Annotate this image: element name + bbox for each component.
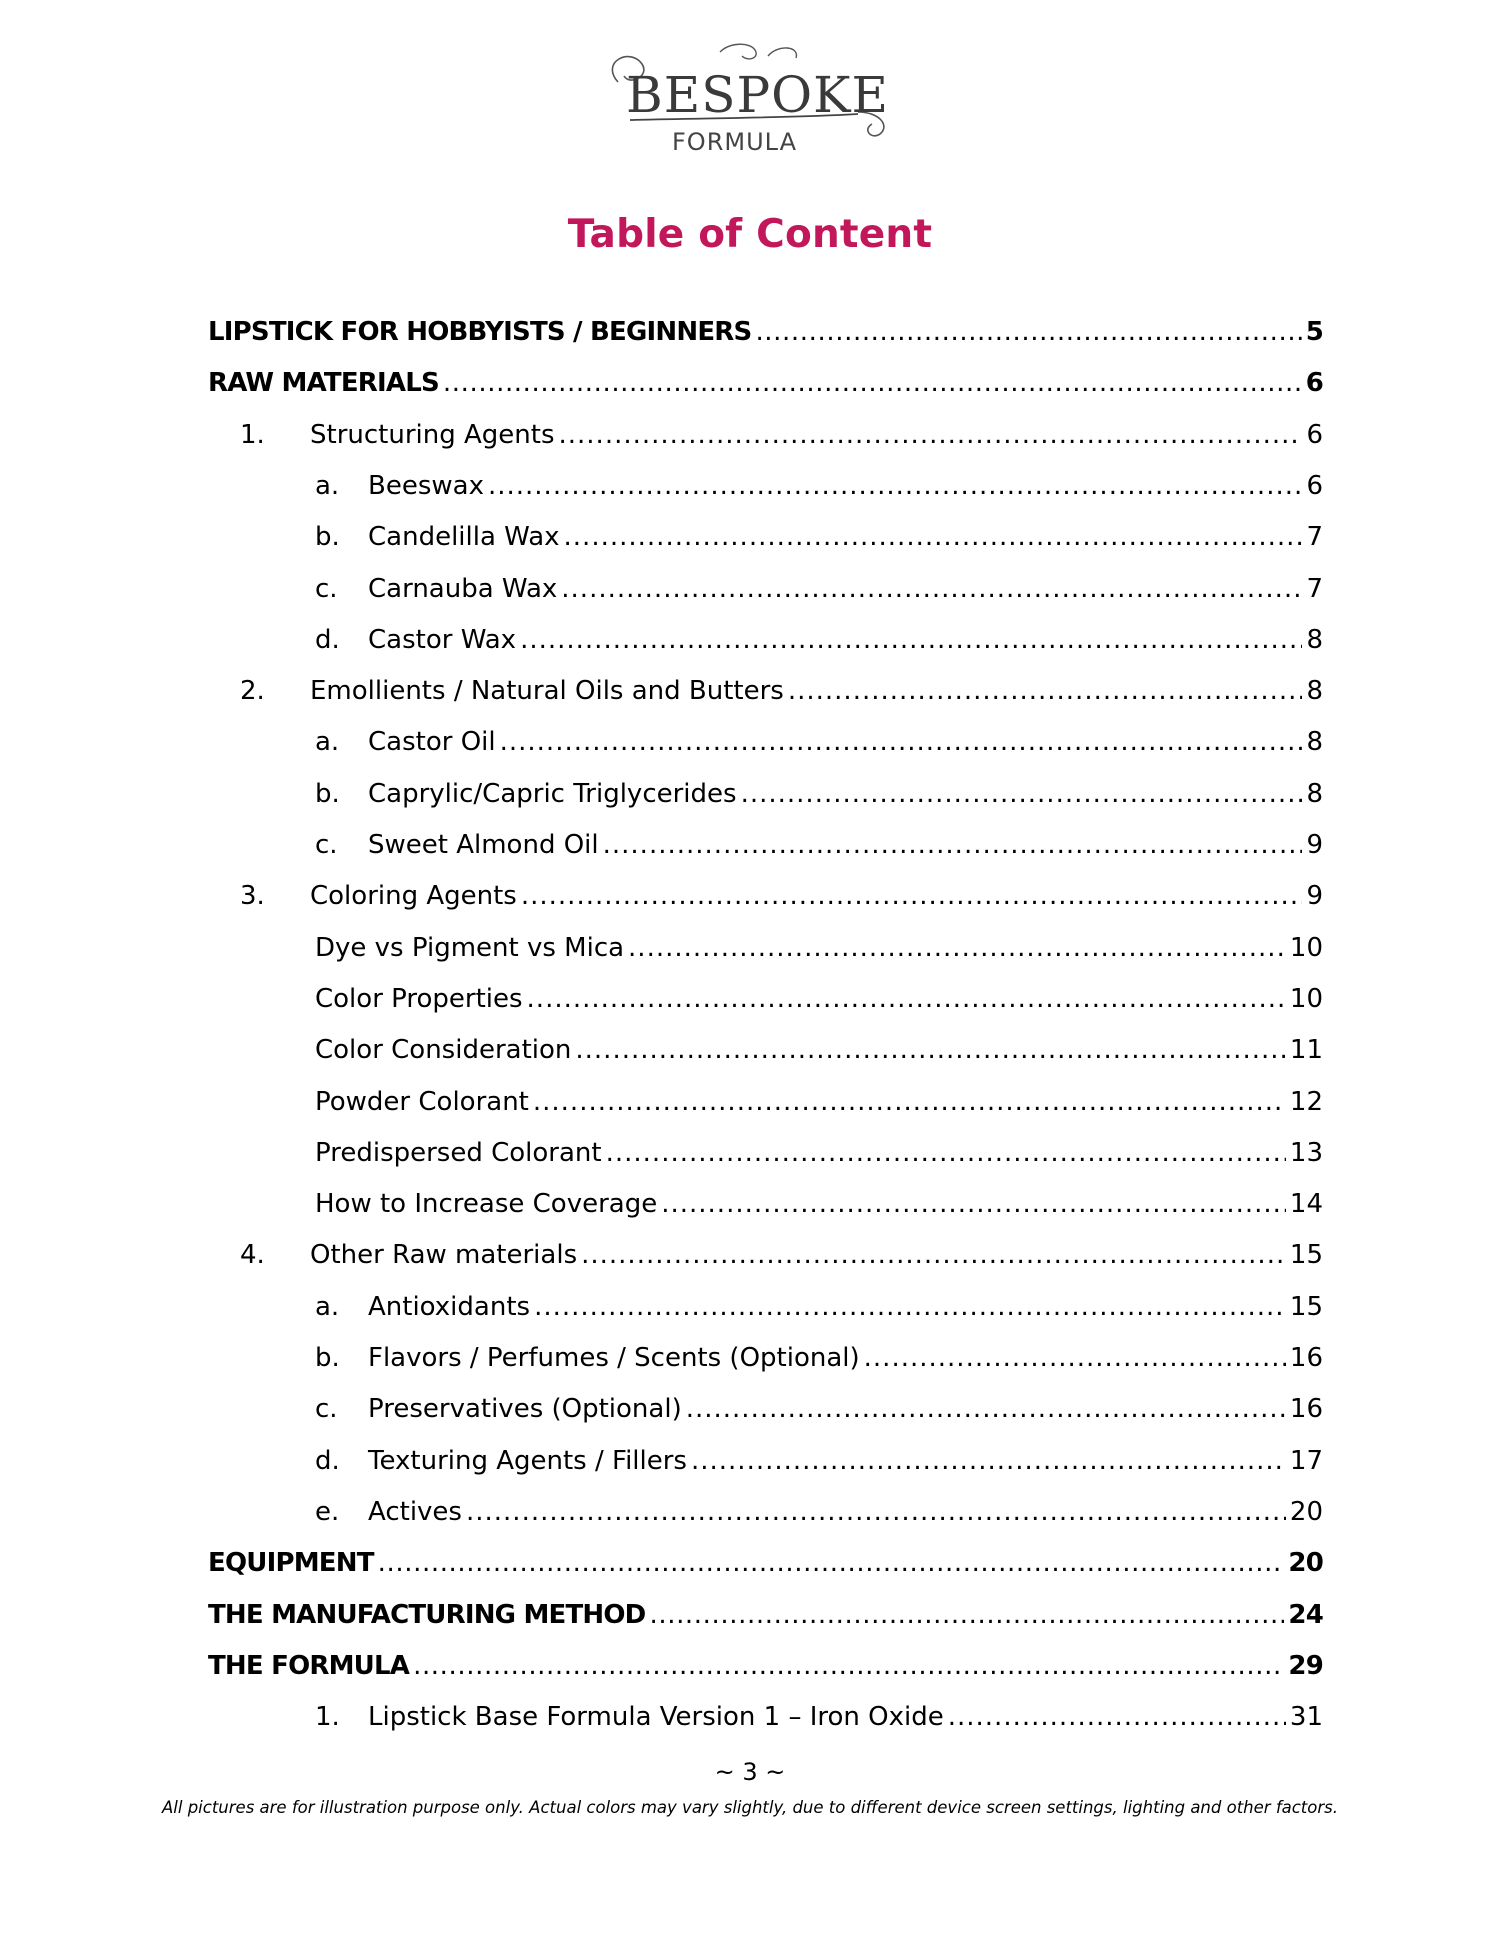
toc-entry[interactable] — [315, 774, 1323, 814]
toc-entry[interactable] — [315, 1184, 1323, 1224]
toc-entry-number: a. — [315, 1292, 340, 1322]
toc-dot-leader — [564, 517, 1303, 557]
toc-entry-label: Lipstick Base Formula Version 1 – Iron Oxide — [368, 1702, 944, 1732]
toc-entry-page: 8 — [1306, 779, 1323, 809]
toc-entry-page: 7 — [1306, 522, 1323, 552]
toc-entry-number: c. — [315, 830, 338, 860]
toc-entry-page: 15 — [1289, 1292, 1323, 1322]
toc-entry[interactable] — [240, 1235, 1323, 1275]
toc-dot-leader — [649, 1595, 1284, 1635]
toc-entry-page: 17 — [1289, 1446, 1323, 1476]
toc-entry-number: d. — [315, 625, 340, 655]
toc-dot-leader — [948, 1697, 1286, 1737]
toc-entry[interactable] — [315, 1389, 1323, 1429]
toc-entry-label: Emollients / Natural Oils and Butters — [310, 676, 784, 706]
page-title: Table of Content — [567, 212, 933, 257]
toc-entry-page: 6 — [1305, 368, 1323, 398]
toc-entry[interactable] — [315, 1133, 1323, 1173]
toc-entry-label: Actives — [368, 1497, 462, 1527]
toc-entry-label: RAW MATERIALS — [208, 368, 439, 398]
toc-dot-leader — [686, 1389, 1286, 1429]
toc-entry-page: 8 — [1306, 727, 1323, 757]
logo-text-top: BESPOKE — [626, 66, 889, 124]
toc-entry-number: 1. — [240, 420, 265, 450]
toc-entry[interactable] — [315, 1441, 1323, 1481]
disclaimer-text: All pictures are for illustration purpose only. Actual colors may vary slightly, due to different device screen settings, lighting and other factors. — [162, 1798, 1338, 1817]
toc-entry-label: Sweet Almond Oil — [368, 830, 599, 860]
toc-entry-page: 7 — [1306, 574, 1323, 604]
toc-dot-leader — [628, 928, 1286, 968]
toc-entry-page: 8 — [1306, 625, 1323, 655]
toc-dot-leader — [606, 1133, 1286, 1173]
toc-entry-page: 8 — [1306, 676, 1323, 706]
toc-entry-page: 6 — [1306, 420, 1323, 450]
toc-entry-label: Color Consideration — [315, 1035, 572, 1065]
toc-entry-label: Castor Oil — [368, 727, 496, 757]
toc-dot-leader — [603, 825, 1303, 865]
toc-entry-page: 11 — [1289, 1035, 1323, 1065]
toc-entry-label: Candelilla Wax — [368, 522, 560, 552]
toc-entry-label: Antioxidants — [368, 1292, 531, 1322]
toc-entry[interactable] — [315, 517, 1323, 557]
page-number: ~ 3 ~ — [714, 1758, 786, 1786]
toc-entry[interactable] — [208, 1543, 1323, 1583]
toc-entry-label: Preservatives (Optional) — [368, 1394, 682, 1424]
toc-entry[interactable] — [315, 825, 1323, 865]
toc-dot-leader — [575, 1030, 1286, 1070]
toc-entry[interactable] — [315, 1287, 1323, 1327]
toc-entry-label: LIPSTICK FOR HOBBYISTS / BEGINNERS — [208, 317, 752, 347]
toc-dot-leader — [520, 620, 1302, 660]
toc-entry-number: d. — [315, 1446, 340, 1476]
toc-entry-page: 10 — [1289, 933, 1323, 963]
toc-entry[interactable] — [240, 876, 1323, 916]
toc-entry-page: 5 — [1305, 317, 1323, 347]
toc-entry[interactable] — [315, 569, 1323, 609]
toc-dot-leader — [443, 363, 1302, 403]
toc-entry-label: Color Properties — [315, 984, 523, 1014]
toc-entry-number: b. — [315, 522, 340, 552]
toc-dot-leader — [788, 671, 1303, 711]
toc-entry[interactable] — [208, 1595, 1323, 1635]
toc-entry-label: Flavors / Perfumes / Scents (Optional) — [368, 1343, 860, 1373]
toc-dot-leader — [755, 312, 1301, 352]
toc-entry-number: 2. — [240, 676, 265, 706]
toc-entry[interactable] — [315, 979, 1323, 1019]
toc-entry-label: THE MANUFACTURING METHOD — [208, 1600, 646, 1630]
logo-mark-icon — [590, 42, 910, 162]
toc-entry-page: 15 — [1289, 1240, 1323, 1270]
toc-entry[interactable] — [315, 1338, 1323, 1378]
toc-entry-page: 9 — [1306, 881, 1323, 911]
toc-dot-leader — [561, 569, 1302, 609]
toc-entry[interactable] — [240, 415, 1323, 455]
toc-entry[interactable] — [315, 1030, 1323, 1070]
toc-entry-label: Castor Wax — [368, 625, 517, 655]
toc-entry[interactable] — [315, 722, 1323, 762]
toc-entry-label: Coloring Agents — [310, 881, 517, 911]
toc-entry-page: 9 — [1306, 830, 1323, 860]
toc-entry-page: 20 — [1288, 1548, 1323, 1578]
toc-entry[interactable] — [315, 1697, 1323, 1737]
toc-entry-label: How to Increase Coverage — [315, 1189, 658, 1219]
toc-entry-number: a. — [315, 727, 340, 757]
logo-text-bottom: FORMULA — [672, 128, 797, 156]
toc-entry-page: 20 — [1289, 1497, 1323, 1527]
toc-entry[interactable] — [208, 363, 1323, 403]
toc-entry-number: 3. — [240, 881, 265, 911]
toc-entry-number: 4. — [240, 1240, 265, 1270]
toc-entry-page: 16 — [1289, 1394, 1323, 1424]
toc-entry-page: 16 — [1289, 1343, 1323, 1373]
toc-entry-number: c. — [315, 1394, 338, 1424]
toc-entry-page: 31 — [1289, 1702, 1323, 1732]
bespoke-formula-logo — [590, 42, 910, 162]
toc-entry-page: 12 — [1289, 1087, 1323, 1117]
toc-entry[interactable] — [240, 671, 1323, 711]
toc-entry[interactable] — [315, 466, 1323, 506]
toc-entry-page: 24 — [1288, 1600, 1323, 1630]
toc-dot-leader — [581, 1235, 1286, 1275]
toc-entry[interactable] — [208, 1646, 1323, 1686]
toc-dot-leader — [521, 876, 1303, 916]
toc-entry[interactable] — [315, 1492, 1323, 1532]
toc-entry[interactable] — [315, 1082, 1323, 1122]
toc-entry-label: Caprylic/Capric Triglycerides — [368, 779, 737, 809]
toc-entry[interactable] — [315, 928, 1323, 968]
toc-entry-label: Carnauba Wax — [368, 574, 558, 604]
toc-entry-number: c. — [315, 574, 338, 604]
toc-dot-leader — [534, 1287, 1286, 1327]
toc-dot-leader — [527, 979, 1286, 1019]
toc-entry-label: Other Raw materials — [310, 1240, 578, 1270]
toc-entry-number: 1. — [315, 1702, 340, 1732]
toc-entry-page: 6 — [1306, 471, 1323, 501]
toc-entry-label: Predispersed Colorant — [315, 1138, 602, 1168]
toc-dot-leader — [741, 774, 1303, 814]
toc-entry[interactable] — [208, 312, 1323, 352]
toc-entry-page: 14 — [1289, 1189, 1323, 1219]
toc-entry-number: b. — [315, 779, 340, 809]
toc-entry-label: THE FORMULA — [208, 1651, 410, 1681]
toc-entry-number: a. — [315, 471, 340, 501]
toc-dot-leader — [378, 1543, 1285, 1583]
toc-entry[interactable] — [315, 620, 1323, 660]
toc-dot-leader — [661, 1184, 1286, 1224]
toc-dot-leader — [864, 1338, 1286, 1378]
toc-dot-leader — [500, 722, 1303, 762]
toc-entry-page: 29 — [1288, 1651, 1323, 1681]
toc-dot-leader — [559, 415, 1303, 455]
toc-entry-page: 10 — [1289, 984, 1323, 1014]
toc-dot-leader — [533, 1082, 1286, 1122]
toc-entry-label: Powder Colorant — [315, 1087, 529, 1117]
toc-entry-label: Dye vs Pigment vs Mica — [315, 933, 625, 963]
toc-dot-leader — [691, 1441, 1286, 1481]
toc-entry-label: Beeswax — [368, 471, 484, 501]
toc-entry-label: EQUIPMENT — [208, 1548, 374, 1578]
toc-dot-leader — [466, 1492, 1286, 1532]
toc-entry-number: e. — [315, 1497, 340, 1527]
toc-entry-number: b. — [315, 1343, 340, 1373]
toc-entry-page: 13 — [1289, 1138, 1323, 1168]
toc-entry-label: Structuring Agents — [310, 420, 555, 450]
toc-dot-leader — [413, 1646, 1284, 1686]
toc-entry-label: Texturing Agents / Fillers — [368, 1446, 687, 1476]
toc-dot-leader — [488, 466, 1302, 506]
